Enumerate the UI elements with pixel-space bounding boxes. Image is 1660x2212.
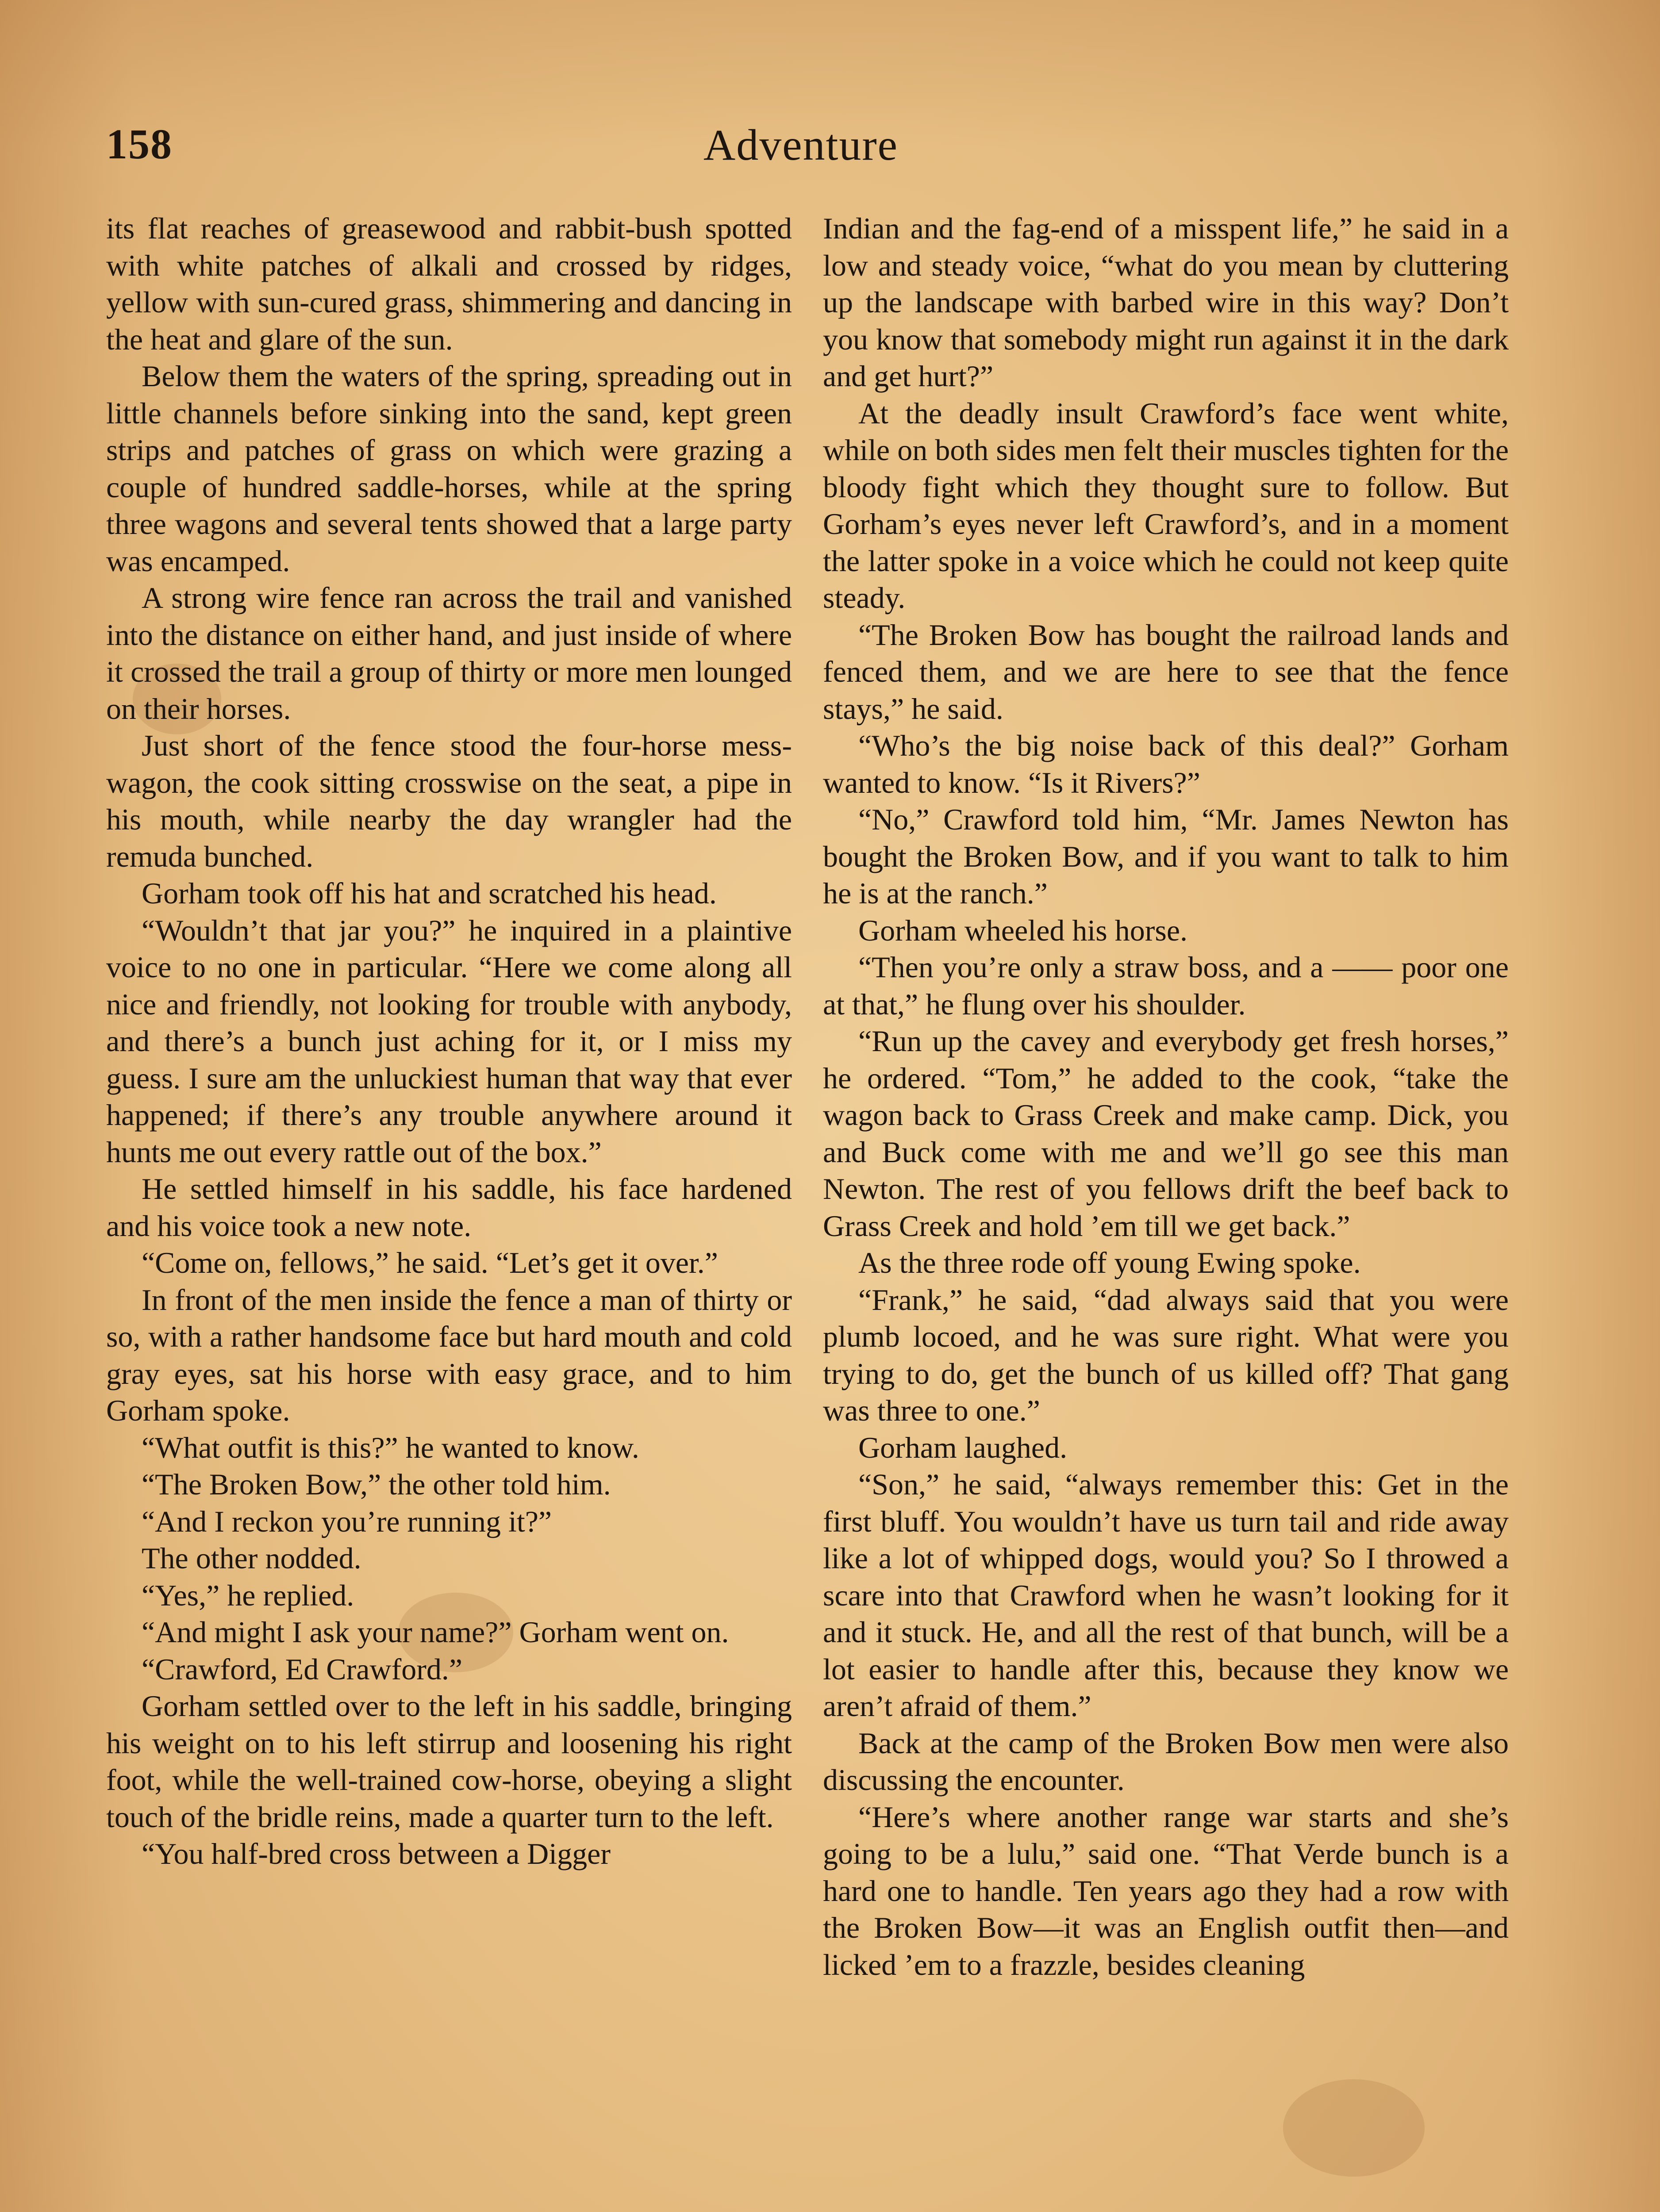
paragraph: Below them the waters of the spring, spreading out in little channels before sinking into the sand, kept green strips and patches of grass on which were grazing a couple of hundred saddle-horses, while at the spring three wagons and several tents showed that a large party was encamped.: [106, 359, 792, 578]
paragraph: “Son,” he said, “always remember this: Get in the first bluff. You wouldn’t have us turn tail and ride away like a lot of whipped dogs, would you? So I throwed a scare into that Crawford when he wasn’t looking for it and it stuck. He, and all the rest of that bunch, will be a lot easier to handle after this, because they know we aren’t afraid of them.”: [823, 1467, 1509, 1723]
left-column: [106, 210, 792, 1873]
paragraph: its flat reaches of greasewood and rabbit-bush spotted with white patches of alkali and crossed by ridges, yellow with sun-cured grass, shimmering and dancing in the heat and glare of the sun.: [106, 211, 792, 356]
paragraph: He settled himself in his saddle, his face hardened and his voice took a new note.: [106, 1172, 792, 1243]
paragraph: Gorham laughed.: [858, 1430, 1068, 1464]
paragraph: “Here’s where another range war starts and she’s going to be a lulu,” said one. “That Verde bunch is a hard one to handle. Ten years ago they had a row with the Broken Bow—it was an English outfit then—and licked ’em to a frazzle, besides cleaning: [823, 1800, 1509, 1982]
paragraph: Gorham wheeled his horse.: [858, 913, 1188, 947]
paragraph: At the deadly insult Crawford’s face went white, while on both sides men felt their muscles tighten for the bloody fight which they thought sure to follow. But Gorham’s eyes never left Crawford’s, and in a moment the latter spoke in a voice which he could not keep quite steady.: [823, 396, 1509, 614]
paragraph: A strong wire fence ran across the trail and vanished into the distance on either hand, and just inside of where it crossed the trail a group of thirty or more men lounged on their horses.: [106, 581, 792, 726]
paragraph: “You half-bred cross between a Digger: [142, 1837, 611, 1870]
paragraph: “The Broken Bow has bought the railroad lands and fenced them, and we are here to see that the fence stays,” he said.: [823, 618, 1509, 726]
paragraph: “Wouldn’t that jar you?” he inquired in a plaintive voice to no one in particular. “Here we come along all nice and friendly, not looking for trouble with anybody, and there’s a bunch just aching for it, or I miss my guess. I sure am the unluckiest human that way that ever happened; if there’s any trouble anywhere around it hunts me out every rattle out of the box.”: [106, 913, 792, 1169]
paragraph: Gorham took off his hat and scratched his head.: [142, 876, 717, 910]
paper-stain: [1283, 2079, 1425, 2177]
paragraph: “Run up the cavey and everybody get fresh horses,” he ordered. “Tom,” he added to the cook, “take the wagon back to Grass Creek and make camp. Dick, you and Buck come with me and we’ll go see this man Newton. The rest of you fellows drift the beef back to Grass Creek and hold ’em till we get back.”: [823, 1024, 1509, 1243]
paragraph: “Then you’re only a straw boss, and a —— poor one at that,” he flung over his shoulder.: [823, 950, 1509, 1021]
running-title: Adventure: [703, 120, 899, 169]
paragraph: “No,” Crawford told him, “Mr. James Newton has bought the Broken Bow, and if you want to talk to him he is at the ranch.”: [823, 803, 1509, 910]
paragraph: Just short of the fence stood the four-horse mess-wagon, the cook sitting crosswise on the seat, a pipe in his mouth, while nearby the day wrangler had the remuda bunched.: [106, 729, 792, 873]
paragraph: “Come on, fellows,” he said. “Let’s get it over.”: [142, 1246, 718, 1279]
paragraph: In front of the men inside the fence a man of thirty or so, with a rather handsome face but hard mouth and cold gray eyes, sat his horse with easy grace, and to him Gorham spoke.: [106, 1283, 792, 1427]
paragraph: “What outfit is this?” he wanted to know.: [142, 1430, 639, 1464]
paragraph: The other nodded.: [142, 1541, 361, 1575]
right-column: [823, 210, 1509, 1983]
page-header: [106, 119, 1544, 181]
paragraph: “Frank,” he said, “dad always said that you were plumb locoed, and he was sure right. What were you trying to do, get the bunch of us killed off? That gang was three to one.”: [823, 1283, 1509, 1427]
paragraph: “The Broken Bow,” the other told him.: [142, 1467, 611, 1501]
paragraph: As the three rode off young Ewing spoke.: [858, 1246, 1361, 1279]
page-number: 158: [106, 120, 173, 168]
paragraph: “Yes,” he replied.: [142, 1578, 354, 1612]
paragraph: “Who’s the big noise back of this deal?” Gorham wanted to know. “Is it Rivers?”: [823, 729, 1509, 799]
paragraph: Indian and the fag-end of a misspent life,” he said in a low and steady voice, “what do you mean by cluttering up the landscape with barbed wire in this way? Don’t you know that somebody might run against it in the dark and get hurt?”: [823, 211, 1509, 393]
paragraph: “And I reckon you’re running it?”: [142, 1504, 552, 1538]
paragraph: “And might I ask your name?” Gorham went on.: [142, 1615, 729, 1649]
paragraph: Gorham settled over to the left in his saddle, bringing his weight on to his left stirrup and loosening his right foot, while the well-trained cow-horse, obeying a slight touch of the bridle reins, made a quarter turn to the left.: [106, 1689, 792, 1834]
paragraph: “Crawford, Ed Crawford.”: [142, 1652, 463, 1686]
paragraph: Back at the camp of the Broken Bow men were also discussing the encounter.: [823, 1726, 1509, 1797]
